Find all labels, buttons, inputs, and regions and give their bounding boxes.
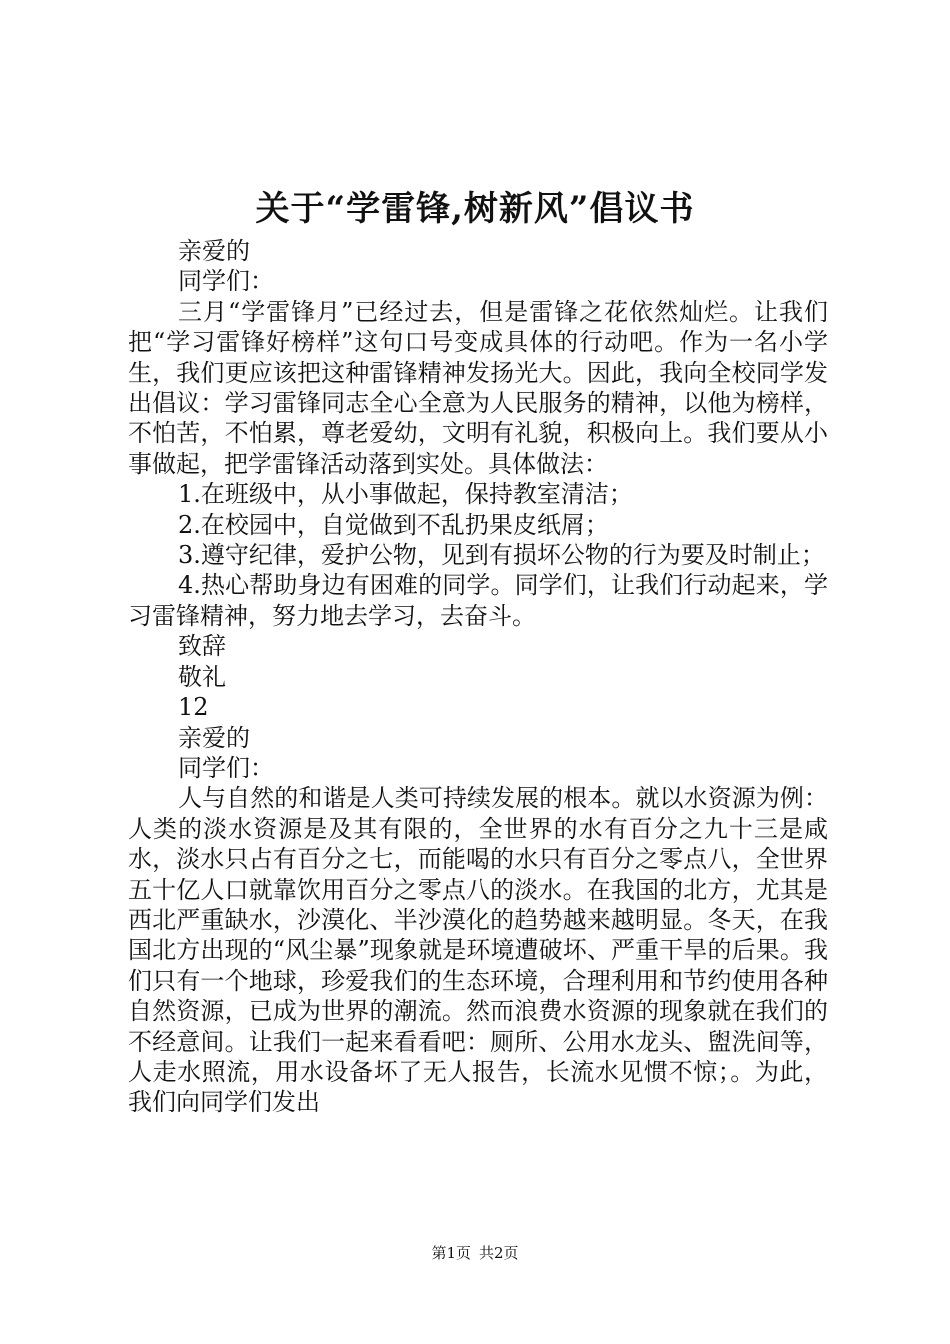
- document-title: 关于“学雷锋,树新风”倡议书: [255, 189, 695, 229]
- list-item-4: 4.热心帮助身边有困难的同学。同学们，让我们行动起来，学习雷锋精神，努力地去学习，去奋斗。: [128, 571, 828, 630]
- number-line: 12: [178, 693, 209, 722]
- page-total: 共2页: [479, 1244, 519, 1262]
- greeting-line-2: 亲爱的: [178, 723, 250, 752]
- list-item-1: 1.在班级中，从小事做起，保持教室清洁；: [178, 480, 633, 509]
- greeting-line: 亲爱的: [178, 237, 250, 265]
- salutation-line-2: 同学们：: [178, 753, 274, 782]
- list-item-3: 3.遵守纪律，爱护公物，见到有损坏公物的行为要及时制止；: [178, 541, 825, 570]
- document-body: [128, 236, 828, 1118]
- salutation-line: 同学们：: [178, 267, 274, 296]
- regards-line: 敬礼: [178, 662, 226, 691]
- page-footer: [0, 1242, 950, 1264]
- list-item-2: 2.在校园中，自觉做到不乱扔果皮纸屑；: [178, 510, 609, 539]
- closing-line: 致辞: [178, 632, 226, 661]
- body-paragraph: 三月“学雷锋月”已经过去，但是雷锋之花依然灿烂。让我们把“学习雷锋好榜样”这句口号变成具体的行动吧。作为一名小学生，我们更应该把这种雷锋精神发扬光大。因此，我向全校同学发出倡议：学习雷锋同志全心全意为人民服务的精神，以他为榜样，不怕苦，不怕累，尊老爱幼，文明有礼貌，积极向上。我们要从小事做起，把学雷锋活动落到实处。具体做法：: [128, 297, 828, 478]
- body-paragraph-2: 人与自然的和谐是人类可持续发展的根本。就以水资源为例：人类的淡水资源是及其有限的，全世界的水有百分之九十三是咸水，淡水只占有百分之七，而能喝的水只有百分之零点八，全世界五十亿人口就靠饮用百分之零点八的淡水。在我国的北方，尤其是西北严重缺水，沙漠化、半沙漠化的趋势越来越明显。冬天，在我国北方出现的“风尘暴”现象就是环境遭破坏、严重干旱的后果。我们只有一个地球，珍爱我们的生态环境，合理利用和节约使用各种自然资源，已成为世界的潮流。然而浪费水资源的现象就在我们的不经意间。让我们一起来看看吧：厕所、公用水龙头、盥洗间等，人走水照流，用水设备坏了无人报告，长流水见惯不惊；。为此，我们向同学们发出: [128, 784, 828, 1117]
- page-number: 第1页: [431, 1244, 471, 1262]
